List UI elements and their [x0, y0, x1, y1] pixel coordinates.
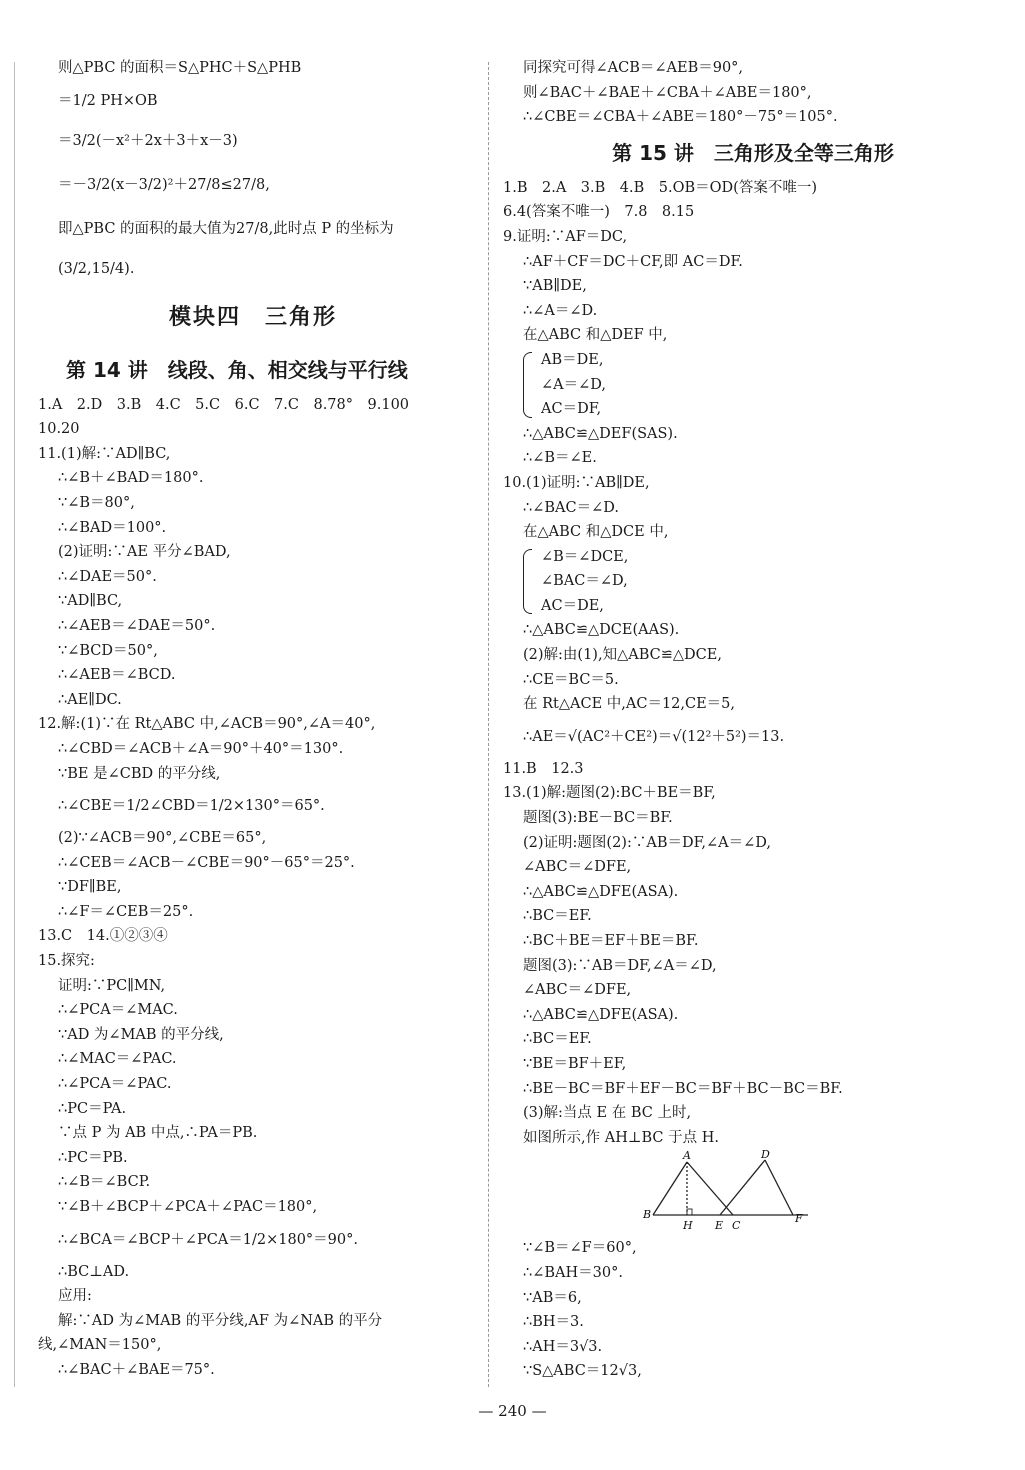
text-line: ＝1/2 PH×OB: [58, 92, 158, 109]
answer-line: ∵BE＝BF＋EF,: [523, 1055, 627, 1072]
answer-line: ∴∠DAE＝50°.: [58, 568, 157, 585]
answer-line: 在△ABC 和△DEF 中,: [523, 327, 668, 344]
segment-ab: [653, 1162, 687, 1215]
answer-line: 12.解:(1)∵在 Rt△ABC 中,∠ACB＝90°,∠A＝40°,: [38, 716, 376, 733]
answer-line: ∴∠BAC＋∠BAE＝75°.: [58, 1361, 215, 1378]
answer-line: 15.探究:: [38, 953, 95, 970]
answer-line: ∴BC⊥AD.: [58, 1263, 130, 1280]
answer-line: ∴∠MAC＝∠PAC.: [58, 1051, 177, 1068]
answer-line: 应用:: [58, 1288, 92, 1305]
answer-line: (2)证明:∵AE 平分∠BAD,: [58, 544, 231, 561]
answer-line: 9.证明:∵AF＝DC,: [503, 228, 628, 245]
brace-line: AC＝DE,: [541, 597, 604, 614]
answer-line: ∵∠B＝∠F＝60°,: [523, 1240, 637, 1257]
segment-df: [765, 1160, 793, 1215]
triangle-diagram: [643, 1150, 823, 1234]
text-line: 则△PBC 的面积＝S△PHC＋S△PHB: [58, 60, 302, 76]
answer-line: ∴∠CBE＝1/2∠CBD＝1/2×130°＝65°.: [58, 798, 325, 815]
text-line: ∴∠CBE＝∠CBA＋∠ABE＝180°－75°＝105°.: [523, 109, 838, 126]
label-d: D: [761, 1150, 770, 1162]
answer-line: ∴AE＝√(AC²＋CE²)＝√(12²＋5²)＝13.: [523, 728, 785, 745]
answer-line: ∴∠B＝∠E.: [523, 450, 597, 467]
answer-line: ∴∠B＋∠BAD＝180°.: [58, 470, 204, 487]
answer-line: 13.(1)解:题图(2):BC＋BE＝BF,: [503, 785, 716, 802]
module-title: 模块四 三角形: [168, 304, 337, 330]
answer-line: 在 Rt△ACE 中,AC＝12,CE＝5,: [523, 696, 736, 713]
answer-line: 11.(1)解:∵AD∥BC,: [38, 445, 171, 462]
brace-line: ∠B＝∠DCE,: [541, 548, 629, 565]
answer-line: ∵AB∥DE,: [523, 278, 587, 295]
answer-line: (2)解:由(1),知△ABC≌△DCE,: [523, 647, 722, 664]
page-number: — 240 —: [478, 1402, 547, 1420]
answer-line: ∵∠B＋∠BCP＋∠PCA＋∠PAC＝180°,: [58, 1199, 318, 1215]
brace-line: AC＝DF,: [541, 401, 602, 418]
answer-line: ∴∠CEB＝∠ACB－∠CBE＝90°－65°＝25°.: [58, 854, 355, 871]
answer-line: 10.(1)证明:∵AB∥DE,: [503, 474, 650, 491]
condition-brace: [503, 348, 1003, 422]
answer-line: ∵AB＝6,: [523, 1289, 582, 1306]
brace-line: ∠A＝∠D,: [541, 376, 606, 393]
right-column: [503, 56, 1003, 1384]
answer-line: ∴AE∥DC.: [58, 691, 122, 708]
text-line: 即△PBC 的面积的最大值为27/8,此时点 P 的坐标为: [58, 220, 394, 237]
answer-line: (2)证明:题图(2):∵AB＝DF,∠A＝∠D,: [523, 834, 772, 851]
answer-line: ∵DF∥BE,: [58, 879, 122, 896]
answer-line: 6.4(答案不唯一) 7.8 8.15: [503, 204, 695, 221]
answer-line: ∴AH＝3√3.: [523, 1338, 603, 1355]
answer-line: ∵AD 为∠MAB 的平分线,: [58, 1026, 224, 1043]
answer-line: ∴△ABC≌△DFE(ASA).: [523, 883, 679, 900]
answer-line: ∴CE＝BC＝5.: [523, 671, 619, 688]
answer-line: 1.B 2.A 3.B 4.B 5.OB＝OD(答案不唯一): [503, 179, 817, 196]
answer-line: ∴PC＝PB.: [58, 1149, 128, 1166]
answer-line: 在△ABC 和△DCE 中,: [523, 524, 669, 541]
lecture-title: 第 15 讲 三角形及全等三角形: [612, 140, 894, 165]
answer-line: ∴△ABC≌△DEF(SAS).: [523, 425, 678, 442]
text-line: 则∠BAC＋∠BAE＋∠CBA＋∠ABE＝180°,: [523, 84, 812, 101]
answer-line: ∴∠BCA＝∠BCP＋∠PCA＝1/2×180°＝90°.: [58, 1231, 358, 1248]
answer-line: ∴BH＝3.: [523, 1314, 584, 1331]
answer-line: ∵AD∥BC,: [58, 593, 123, 610]
label-c: C: [732, 1219, 741, 1233]
label-f: F: [795, 1212, 803, 1226]
left-margin-rule: [14, 62, 15, 1387]
answer-line: ∴BC＝EF.: [523, 908, 592, 925]
answer-line: 证明:∵PC∥MN,: [58, 977, 166, 994]
answer-line: ∴∠B＝∠BCP.: [58, 1174, 151, 1191]
answer-line: ∴△ABC≌△DFE(ASA).: [523, 1006, 679, 1023]
answer-line: 如图所示,作 AH⊥BC 于点 H.: [523, 1129, 719, 1146]
answer-line: 线,∠MAN＝150°,: [38, 1337, 162, 1354]
label-h: H: [683, 1219, 693, 1233]
answer-line: ∴∠BAH＝30°.: [523, 1264, 623, 1281]
right-angle-mark: [687, 1209, 692, 1215]
answer-line: 解:∵AD 为∠MAB 的平分线,AF 为∠NAB 的平分: [58, 1312, 383, 1329]
text-line: (3/2,15/4).: [58, 260, 135, 277]
lecture-title: 第 14 讲 线段、角、相交线与平行线: [66, 357, 408, 382]
answer-line: ∴∠AEB＝∠BCD.: [58, 667, 176, 684]
answer-line: ∴BC＋BE＝EF＋BE＝BF.: [523, 933, 699, 949]
answer-line: ∵BE 是∠CBD 的平分线,: [58, 765, 221, 782]
answer-line: ∴∠A＝∠D.: [523, 302, 598, 319]
answer-line: ∴∠CBD＝∠ACB＋∠A＝90°＋40°＝130°.: [58, 740, 344, 757]
answer-line: ∵∠B＝80°,: [58, 494, 135, 511]
text-line: 同探究可得∠ACB＝∠AEB＝90°,: [523, 60, 744, 76]
answer-line: 11.B 12.3: [503, 760, 584, 777]
text-line: ＝3/2(－x²＋2x＋3＋x－3): [58, 132, 238, 149]
text-line: ＝－3/2(x－3/2)²＋27/8≤27/8,: [58, 176, 270, 193]
answer-line: ∴∠BAD＝100°.: [58, 519, 167, 536]
condition-brace: [503, 545, 1003, 619]
segment-ed: [720, 1160, 765, 1215]
answer-line: 题图(3):BE－BC＝BF.: [523, 810, 673, 827]
answer-line: ∴△ABC≌△DCE(AAS).: [523, 622, 680, 639]
answer-line: ∴BC＝EF.: [523, 1031, 592, 1048]
answer-line: ∴BE－BC＝BF＋EF－BC＝BF＋BC－BC＝BF.: [523, 1080, 843, 1097]
label-b: B: [643, 1208, 652, 1222]
answer-line: ∠ABC＝∠DFE,: [523, 859, 632, 876]
answer-line: ∵S△ABC＝12√3,: [523, 1363, 642, 1380]
answer-line: ∴∠F＝∠CEB＝25°.: [58, 903, 194, 920]
label-e: E: [715, 1219, 724, 1233]
column-divider: [488, 62, 489, 1387]
answer-line: ∵点 P 为 AB 中点,∴PA＝PB.: [58, 1125, 258, 1142]
answer-line: ∴∠AEB＝∠DAE＝50°.: [58, 617, 216, 634]
answer-line: ∴∠BAC＝∠D.: [523, 499, 619, 516]
brace-line: AB＝DE,: [541, 351, 604, 368]
left-column: [38, 56, 468, 1383]
answer-line: ∴AF＋CF＝DC＋CF,即 AC＝DF.: [523, 253, 743, 270]
label-a: A: [683, 1150, 691, 1163]
answer-line: 1.A 2.D 3.B 4.C 5.C 6.C 7.C 8.78° 9.100: [38, 396, 410, 413]
answer-line: (3)解:当点 E 在 BC 上时,: [523, 1105, 692, 1122]
answer-line: ∴∠PCA＝∠PAC.: [58, 1076, 172, 1093]
answer-line: 13.C 14.①②③④: [38, 928, 168, 945]
answer-line: (2)∵∠ACB＝90°,∠CBE＝65°,: [58, 830, 267, 847]
answer-line: 题图(3):∵AB＝DF,∠A＝∠D,: [523, 957, 717, 974]
brace-line: ∠BAC＝∠D,: [541, 573, 628, 590]
triangle-figure: [503, 1150, 1003, 1236]
answer-line: ∴∠PCA＝∠MAC.: [58, 1002, 178, 1019]
answer-line: ∴PC＝PA.: [58, 1100, 127, 1117]
answer-line: ∵∠BCD＝50°,: [58, 642, 158, 659]
answer-line: 10.20: [38, 421, 80, 438]
answer-line: ∠ABC＝∠DFE,: [523, 982, 632, 999]
